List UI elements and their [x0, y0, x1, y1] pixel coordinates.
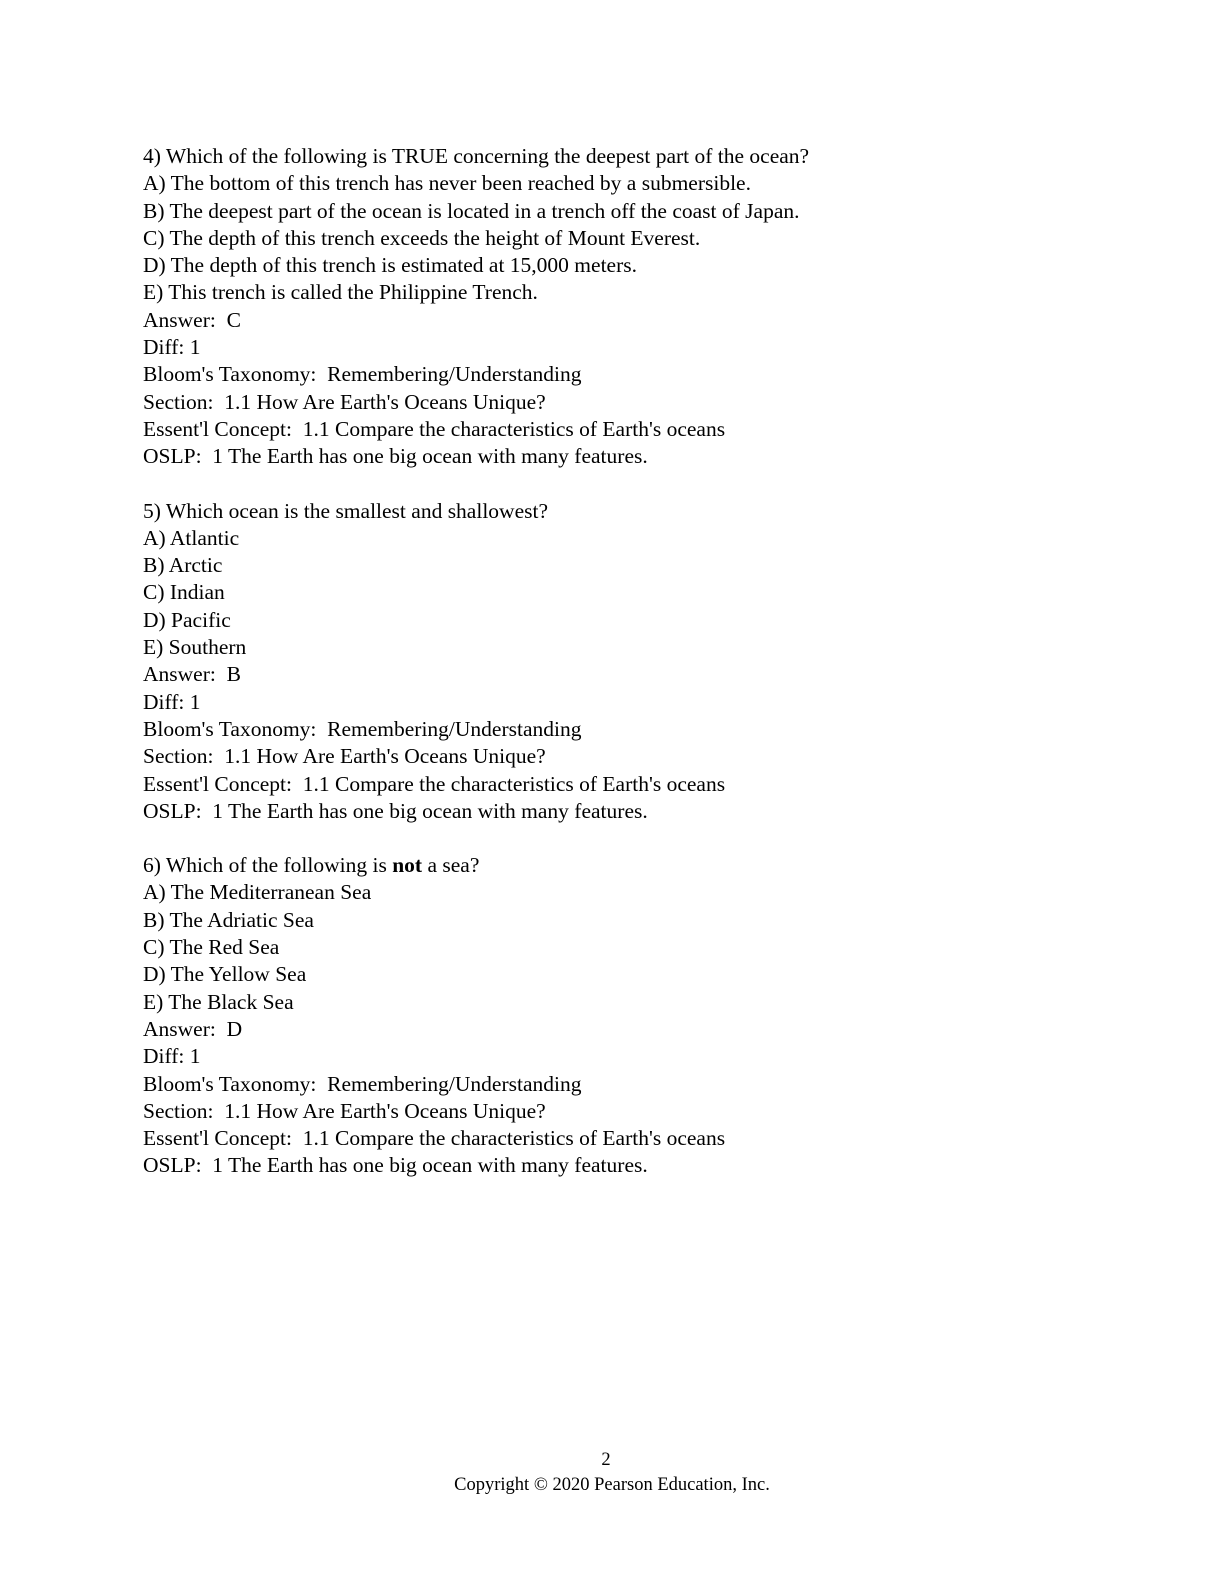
concept-line: Essent'l Concept: 1.1 Compare the characteristics of Earth's oceans: [143, 1126, 726, 1151]
question-stem: [143, 852, 1103, 879]
blooms-line: Bloom's Taxonomy: Remembering/Understanding: [143, 716, 582, 741]
option-c: C) The Red Sea: [143, 935, 280, 960]
option-b: B) Arctic: [143, 553, 223, 578]
option-d: D) The Yellow Sea: [143, 962, 307, 987]
oslp-line: OSLP: 1 The Earth has one big ocean with many features.: [143, 798, 648, 823]
blooms-line: Bloom's Taxonomy: Remembering/Understanding: [143, 1071, 582, 1096]
stem-emphasis: not: [392, 853, 423, 878]
stem-text-post: a sea?: [422, 853, 480, 878]
option-a: A) Atlantic: [143, 525, 240, 550]
concept-line: Essent'l Concept: 1.1 Compare the characteristics of Earth's oceans: [143, 416, 726, 441]
section-line: Section: 1.1 How Are Earth's Oceans Unique?: [143, 744, 546, 769]
question-6: [143, 852, 1103, 1180]
oslp-line: OSLP: 1 The Earth has one big ocean with many features.: [143, 444, 648, 469]
option-d: D) Pacific: [143, 607, 231, 632]
section-line: Section: 1.1 How Are Earth's Oceans Unique?: [143, 1098, 546, 1123]
option-c: C) The depth of this trench exceeds the height of Mount Everest.: [143, 225, 701, 250]
question-5: [143, 498, 1103, 826]
option-a: A) The bottom of this trench has never been reached by a submersible.: [143, 171, 751, 196]
option-b: B) The Adriatic Sea: [143, 907, 314, 932]
difficulty-line: Diff: 1: [143, 689, 201, 714]
option-a: A) The Mediterranean Sea: [143, 880, 372, 905]
concept-line: Essent'l Concept: 1.1 Compare the characteristics of Earth's oceans: [143, 771, 726, 796]
page-footer: [0, 1448, 1224, 1498]
page-number: 2: [601, 1450, 611, 1470]
option-d: D) The depth of this trench is estimated at 15,000 meters.: [143, 253, 637, 278]
stem-text-pre: 6) Which of the following is: [143, 853, 393, 878]
answer-line: Answer: C: [143, 307, 241, 332]
answer-line: Answer: D: [143, 1016, 243, 1041]
option-e: E) The Black Sea: [143, 989, 294, 1014]
blooms-line: Bloom's Taxonomy: Remembering/Understanding: [143, 362, 582, 387]
answer-line: Answer: B: [143, 662, 241, 687]
section-line: Section: 1.1 How Are Earth's Oceans Unique?: [143, 389, 546, 414]
option-e: E) This trench is called the Philippine Trench.: [143, 280, 538, 305]
option-b: B) The deepest part of the ocean is located in a trench off the coast of Japan.: [143, 198, 800, 223]
question-4: [143, 143, 1103, 471]
option-c: C) Indian: [143, 580, 225, 605]
copyright-notice: Copyright © 2020 Pearson Education, Inc.: [454, 1475, 770, 1495]
difficulty-line: Diff: 1: [143, 1044, 201, 1069]
option-e: E) Southern: [143, 635, 247, 660]
question-stem: 4) Which of the following is TRUE concerning the deepest part of the ocean?: [143, 144, 810, 168]
document-body: [143, 143, 1103, 1207]
oslp-line: OSLP: 1 The Earth has one big ocean with many features.: [143, 1153, 648, 1178]
question-stem: 5) Which ocean is the smallest and shallowest?: [143, 498, 549, 523]
difficulty-line: Diff: 1: [143, 335, 201, 360]
